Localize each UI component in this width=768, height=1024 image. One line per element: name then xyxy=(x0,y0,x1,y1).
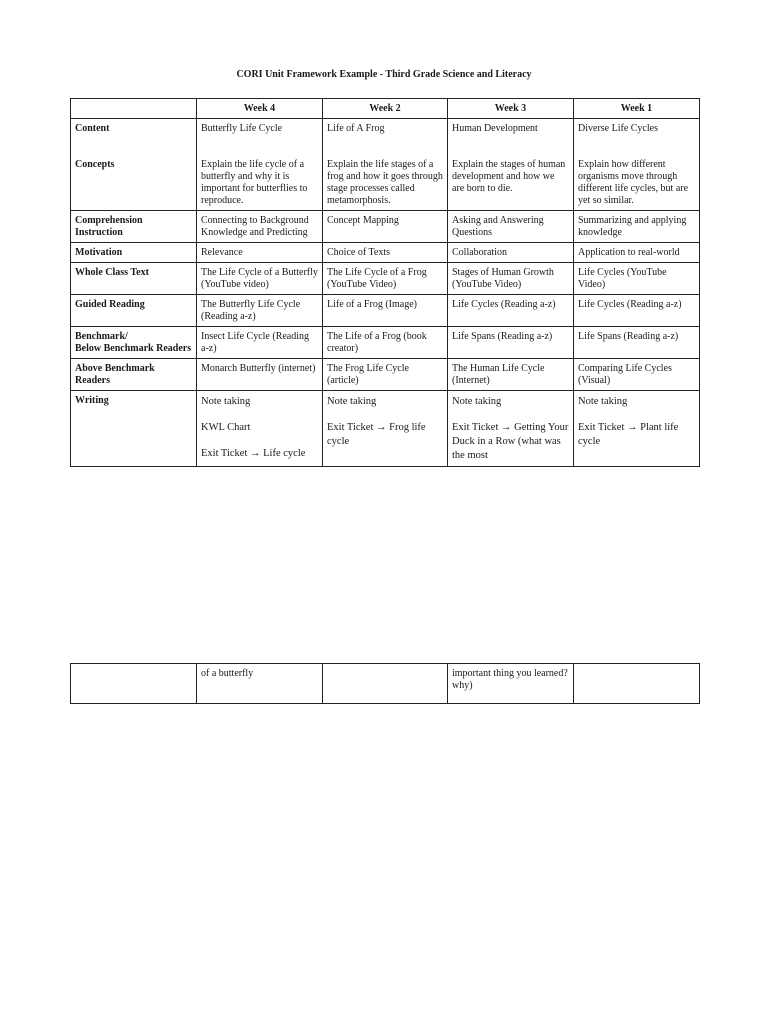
cell-week1-content xyxy=(574,119,700,211)
table-row-content-concepts xyxy=(71,119,700,211)
exit-ticket-label: Exit Ticket xyxy=(327,422,374,433)
row-label-above: Above Benchmark Readers xyxy=(71,359,197,391)
table-row-whole-class xyxy=(71,263,700,295)
writing-week3-exit xyxy=(452,421,569,463)
whole-class-week2: The Life Cycle of a Frog (YouTube Video) xyxy=(323,263,448,295)
header-blank xyxy=(71,99,197,119)
above-week1: Comparing Life Cycles (Visual) xyxy=(574,359,700,391)
writing-week4-kwl: KWL Chart xyxy=(201,422,251,433)
table-row-writing xyxy=(71,391,700,467)
concepts-week4: Explain the life cycle of a butterfly and why it is important for butterflies to reproduce. xyxy=(201,159,308,206)
writing-week4-exit-text: Life cycle xyxy=(263,448,306,459)
row-label-concepts: Concepts xyxy=(75,159,115,170)
row-label-content: Content xyxy=(75,123,110,134)
header-week-2: Week 2 xyxy=(323,99,448,119)
above-week4: Monarch Butterfly (internet) xyxy=(197,359,323,391)
writing-week3-exit-text: Getting Your Duck in a Row (what was the most xyxy=(452,422,569,461)
writing-week3-note: Note taking xyxy=(452,396,502,407)
cell-week2-content xyxy=(323,119,448,211)
header-row xyxy=(71,99,700,119)
whole-class-week1: Life Cycles (YouTube Video) xyxy=(574,263,700,295)
continuation-label-blank xyxy=(71,664,197,704)
above-week3: The Human Life Cycle (Internet) xyxy=(448,359,574,391)
document-title: CORI Unit Framework Example - Third Grade Science and Literacy xyxy=(236,69,532,80)
row-label-comprehension: Comprehension Instruction xyxy=(71,211,197,243)
content-week1: Diverse Life Cycles xyxy=(578,123,658,134)
comprehension-week2: Concept Mapping xyxy=(323,211,448,243)
row-label-benchmark xyxy=(71,327,197,359)
comprehension-week3: Asking and Answering Questions xyxy=(448,211,574,243)
table-row-above xyxy=(71,359,700,391)
writing-week1-exit xyxy=(578,421,695,449)
benchmark-week3: Life Spans (Reading a-z) xyxy=(448,327,574,359)
arrow-right-icon xyxy=(250,448,261,459)
benchmark-week1: Life Spans (Reading a-z) xyxy=(574,327,700,359)
cell-week3-content xyxy=(448,119,574,211)
benchmark-week4: Insect Life Cycle (Reading a-z) xyxy=(197,327,323,359)
writing-week1-exit-text: Plant life cycle xyxy=(578,422,679,447)
row-label-guided: Guided Reading xyxy=(71,295,197,327)
table-row-benchmark xyxy=(71,327,700,359)
whole-class-week4: The Life Cycle of a Butterfly (YouTube video) xyxy=(197,263,323,295)
content-week2: Life of A Frog xyxy=(327,123,385,134)
continuation-week2-blank xyxy=(323,664,448,704)
writing-week4 xyxy=(197,391,323,467)
table-row-continuation xyxy=(71,664,700,704)
writing-week4-exit xyxy=(201,447,318,461)
guided-week1: Life Cycles (Reading a-z) xyxy=(574,295,700,327)
motivation-week1: Application to real-world xyxy=(574,243,700,263)
writing-week1-note: Note taking xyxy=(578,396,628,407)
comprehension-week1: Summarizing and applying knowledge xyxy=(574,211,700,243)
benchmark-week2: The Life of a Frog (book creator) xyxy=(323,327,448,359)
unit-framework-table xyxy=(70,98,700,467)
continuation-table xyxy=(70,663,700,704)
writing-week1 xyxy=(574,391,700,467)
concepts-week3: Explain the stages of human development and how we are born to die. xyxy=(452,159,566,194)
writing-week4-note: Note taking xyxy=(201,396,251,407)
benchmark-label-line1: Benchmark/ xyxy=(75,331,128,342)
whole-class-week3: Stages of Human Growth (YouTube Video) xyxy=(448,263,574,295)
motivation-week3: Collaboration xyxy=(448,243,574,263)
motivation-week2: Choice of Texts xyxy=(323,243,448,263)
exit-ticket-label: Exit Ticket xyxy=(578,422,625,433)
writing-week2-exit-text: Frog life cycle xyxy=(327,422,426,447)
row-label-whole-class: Whole Class Text xyxy=(71,263,197,295)
motivation-week4: Relevance xyxy=(197,243,323,263)
table-row-motivation xyxy=(71,243,700,263)
guided-week3: Life Cycles (Reading a-z) xyxy=(448,295,574,327)
writing-week2-exit xyxy=(327,421,443,449)
writing-week3 xyxy=(448,391,574,467)
row-label-content-concepts xyxy=(71,119,197,211)
continuation-week3: important thing you learned? why) xyxy=(448,664,574,704)
exit-ticket-label: Exit Ticket xyxy=(201,448,248,459)
guided-week4: The Butterfly Life Cycle (Reading a-z) xyxy=(197,295,323,327)
content-week3: Human Development xyxy=(452,123,538,134)
arrow-right-icon xyxy=(501,422,512,433)
above-week2: The Frog Life Cycle (article) xyxy=(323,359,448,391)
cell-week4-content xyxy=(197,119,323,211)
benchmark-label-line2: Below Benchmark Readers xyxy=(75,343,192,354)
row-label-writing: Writing xyxy=(71,391,197,467)
header-week-4: Week 4 xyxy=(197,99,323,119)
arrow-right-icon xyxy=(627,422,638,433)
writing-week2-note: Note taking xyxy=(327,396,377,407)
comprehension-week4: Connecting to Background Knowledge and Predicting xyxy=(197,211,323,243)
concepts-week1: Explain how different organisms move through different life cycles, but are yet so similar. xyxy=(578,159,689,206)
header-week-1: Week 1 xyxy=(574,99,700,119)
table-row-comprehension xyxy=(71,211,700,243)
guided-week2: Life of a Frog (Image) xyxy=(323,295,448,327)
content-week4: Butterfly Life Cycle xyxy=(201,123,283,134)
concepts-week2: Explain the life stages of a frog and how it goes through stage processes called metamorphosis. xyxy=(327,159,443,206)
table-row-guided xyxy=(71,295,700,327)
exit-ticket-label: Exit Ticket xyxy=(452,422,499,433)
header-week-3: Week 3 xyxy=(448,99,574,119)
writing-week2 xyxy=(323,391,448,467)
row-label-motivation: Motivation xyxy=(71,243,197,263)
continuation-week1-blank xyxy=(574,664,700,704)
arrow-right-icon xyxy=(376,422,387,433)
continuation-week4: of a butterfly xyxy=(197,664,323,704)
